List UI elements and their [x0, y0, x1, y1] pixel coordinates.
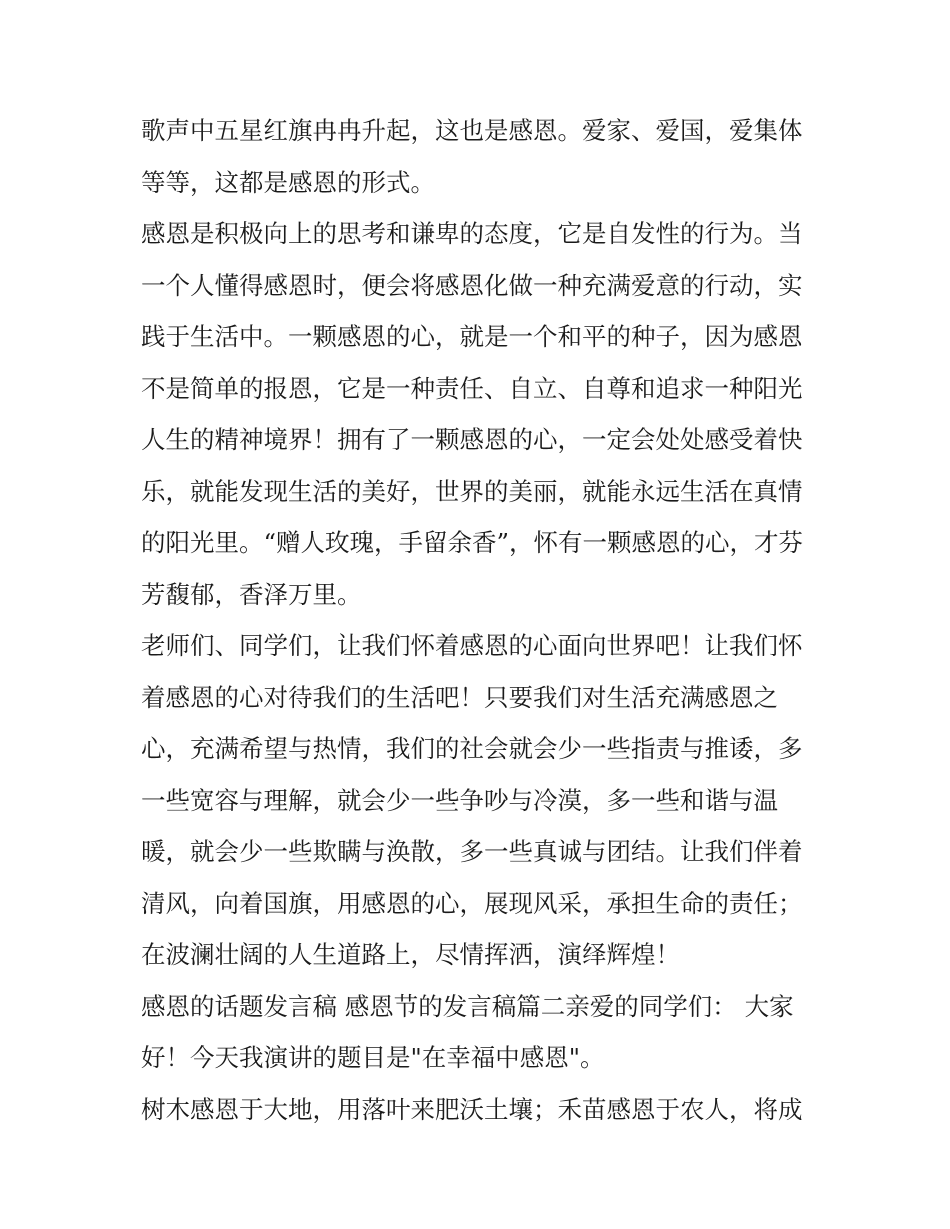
text-line: 着感恩的心对待我们的生活吧！只要我们对生活充满感恩之	[141, 682, 778, 712]
text-line: 践于生活中。一颗感恩的心，就是一个和平的种子，因为感恩	[141, 322, 803, 351]
text-line: 歌声中五星红旗冉冉升起，这也是感恩。爱家、爱国，爱集体	[141, 116, 803, 145]
text-line: 人生的精神境界！拥有了一颗感恩的心，一定会处处感受着快	[141, 425, 803, 454]
text-line: 芳馥郁，香泽万里。	[141, 579, 362, 609]
text-line: 暖，就会少一些欺瞒与涣散，多一些真诚与团结。让我们伴着	[141, 837, 803, 866]
text-line: 树木感恩于大地，用落叶来肥沃土壤；禾苗感恩于农人，将成	[141, 1094, 803, 1124]
text-line: 乐，就能发现生活的美好，世界的美丽，就能永远生活在真情	[141, 476, 803, 506]
text-line: 一个人懂得感恩时，便会将感恩化做一种充满爱意的行动，实	[141, 270, 803, 300]
text-line: 感恩是积极向上的思考和谦卑的态度，它是自发性的行为。当	[141, 219, 803, 248]
text-line: 清风，向着国旗，用感恩的心，展现风采，承担生命的责任；	[141, 888, 803, 918]
text-line: 不是简单的报恩，它是一种责任、自立、自尊和追求一种阳光	[141, 373, 803, 403]
text-line: 的阳光里。“赠人玫瑰，手留余香”，怀有一颗感恩的心，才芬	[141, 528, 804, 557]
text-line: 心，充满希望与热情，我们的社会就会少一些指责与推诿，多	[141, 734, 803, 763]
text-line: 等等，这都是感恩的形式。	[141, 167, 435, 197]
text-line: 感恩的话题发言稿 感恩节的发言稿篇二亲爱的同学们： 大家	[141, 991, 794, 1021]
text-line: 老师们、同学们，让我们怀着感恩的心面向世界吧！让我们怀	[141, 631, 803, 660]
text-line: 一些宽容与理解，就会少一些争吵与冷漠，多一些和谐与温	[141, 785, 778, 815]
text-line: 好！今天我演讲的题目是"在幸福中感恩"。	[141, 1043, 605, 1072]
text-line: 在波澜壮阔的人生道路上，尽情挥洒，演绎辉煌！	[141, 940, 680, 969]
document-body	[141, 105, 816, 1135]
